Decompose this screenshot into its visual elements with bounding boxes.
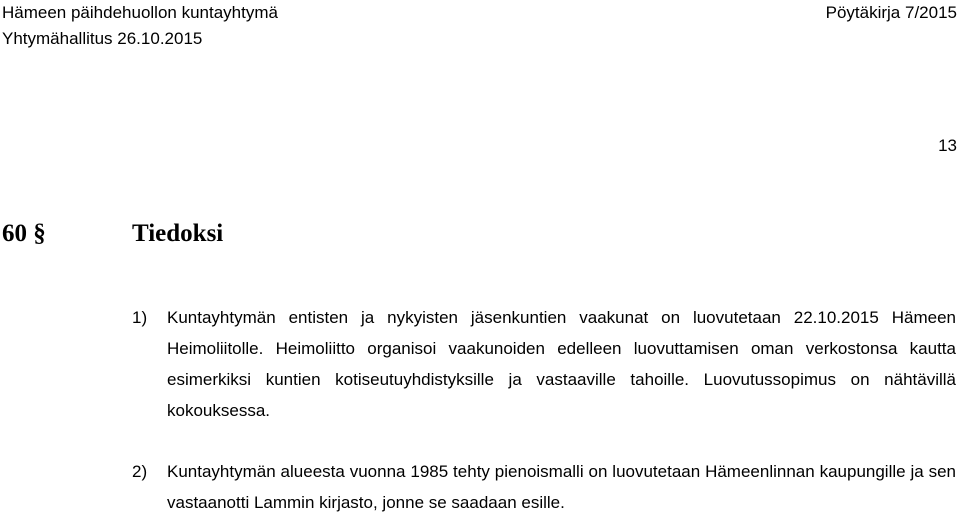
section-heading <box>2 218 224 250</box>
list-item-number: 1) <box>132 308 148 327</box>
organization-name: Hämeen päihdehuollon kuntayhtymä <box>2 3 278 22</box>
list-item-number: 2) <box>132 462 148 481</box>
section-number: 60 § <box>2 220 46 247</box>
meeting-info: Yhtymähallitus 26.10.2015 <box>2 29 203 48</box>
list-item-text: Kuntayhtymän entisten ja nykyisten jäsenkuntien vaakunat on luovutetaan 22.10.2015 Hämeen Heimoliitolle. Heimoliitto organisoi vaakunoiden edelleen luovuttamisen oman verkostonsa kautta esimerkiksi kuntien kotiseutuyhdistyksille ja vastaaville tahoille. Luovutussopimus on nähtävillä kokouksessa. <box>167 308 956 420</box>
section-title: Tiedoksi <box>132 220 224 247</box>
list-item-text: Kuntayhtymän alueesta vuonna 1985 tehty pienoismalli on luovutetaan Hämeenlinnan kaupungille ja sen vastaanotti Lammin kirjasto, jonne se saadaan esille. <box>167 462 956 512</box>
page-number: 13 <box>938 136 957 155</box>
protocol-number: Pöytäkirja 7/2015 <box>825 3 957 22</box>
